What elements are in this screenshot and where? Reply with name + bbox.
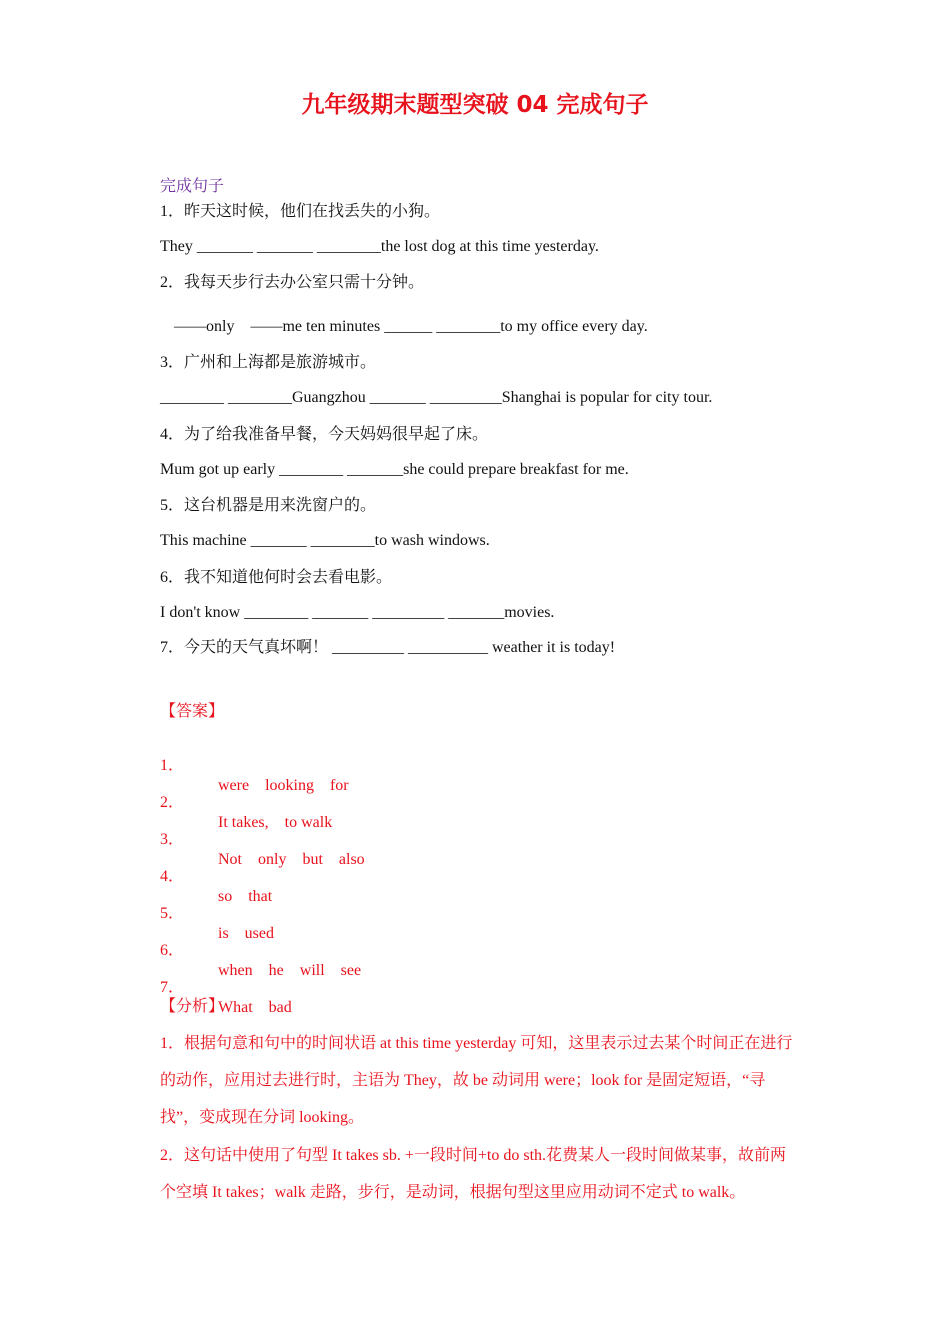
answer-number: 4．	[160, 868, 185, 885]
answer-text: when he will see	[218, 962, 362, 979]
page-title: 九年级期末题型突破 04 完成句子	[301, 92, 649, 118]
question-2-cn: 2．我每天步行去办公室只需十分钟。	[160, 274, 425, 291]
question-1-cn: 1．昨天这时候，他们在找丢失的小狗。	[160, 203, 441, 220]
question-5-cn: 5．这台机器是用来洗窗户的。	[160, 497, 377, 514]
question-4-en: Mum got up early ________ _______she could prepare breakfast for me.	[160, 461, 629, 478]
section-title: 完成句子	[160, 178, 225, 195]
question-6-en: I don't know ________ _______ _________ _______movies.	[160, 604, 555, 621]
question-5-en: This machine _______ ________to wash windows.	[160, 532, 490, 549]
question-1-en: They _______ _______ ________the lost dog at this time yesterday.	[160, 238, 599, 255]
answer-number: 5．	[160, 905, 185, 922]
answer-number: 1．	[160, 757, 185, 774]
question-4-cn: 4．为了给我准备早餐，今天妈妈很早起了床。	[160, 426, 489, 443]
answer-text: were looking for	[218, 777, 349, 794]
question-3-en: ________ ________Guangzhou _______ _________Shanghai is popular for city tour.	[160, 389, 713, 406]
answer-text: is used	[218, 925, 274, 942]
question-2-en: ——only ——me ten minutes ______ ________to my office every day.	[162, 318, 648, 335]
answer-number: 7．	[160, 979, 185, 996]
answer-text: What bad	[218, 999, 292, 1016]
analysis-header: 【分析】	[160, 998, 225, 1015]
answer-text: Not only but also	[218, 851, 365, 868]
answer-number: 2．	[160, 794, 185, 811]
question-7-cn: 7．今天的天气真坏啊！ _________ __________ weather it is today!	[160, 639, 616, 656]
analysis-paragraph-2: 2．这句话中使用了句型 It takes sb. +一段时间+to do sth.花费某人一段时间做某事，故前两个空填 It takes；walk 走路，步行，是动词，根据句型这里应用动词不定式 to walk。	[160, 1147, 787, 1201]
question-6-cn: 6．我不知道他何时会去看电影。	[160, 569, 393, 586]
answer-number: 3．	[160, 831, 185, 848]
answer-text: It takes, to walk	[218, 814, 333, 831]
answer-header: 【答案】	[160, 703, 225, 720]
analysis-paragraph-1: 1．根据句意和句中的时间状语 at this time yesterday 可知，这里表示过去某个时间正在进行的动作，应用过去进行时，主语为 They，故 be 动词用 were；look for 是固定短语，“寻找”，变成现在分词 looking。	[160, 1035, 793, 1126]
question-3-cn: 3．广州和上海都是旅游城市。	[160, 354, 377, 371]
answer-text: so that	[218, 888, 273, 905]
answer-number: 6．	[160, 942, 185, 959]
